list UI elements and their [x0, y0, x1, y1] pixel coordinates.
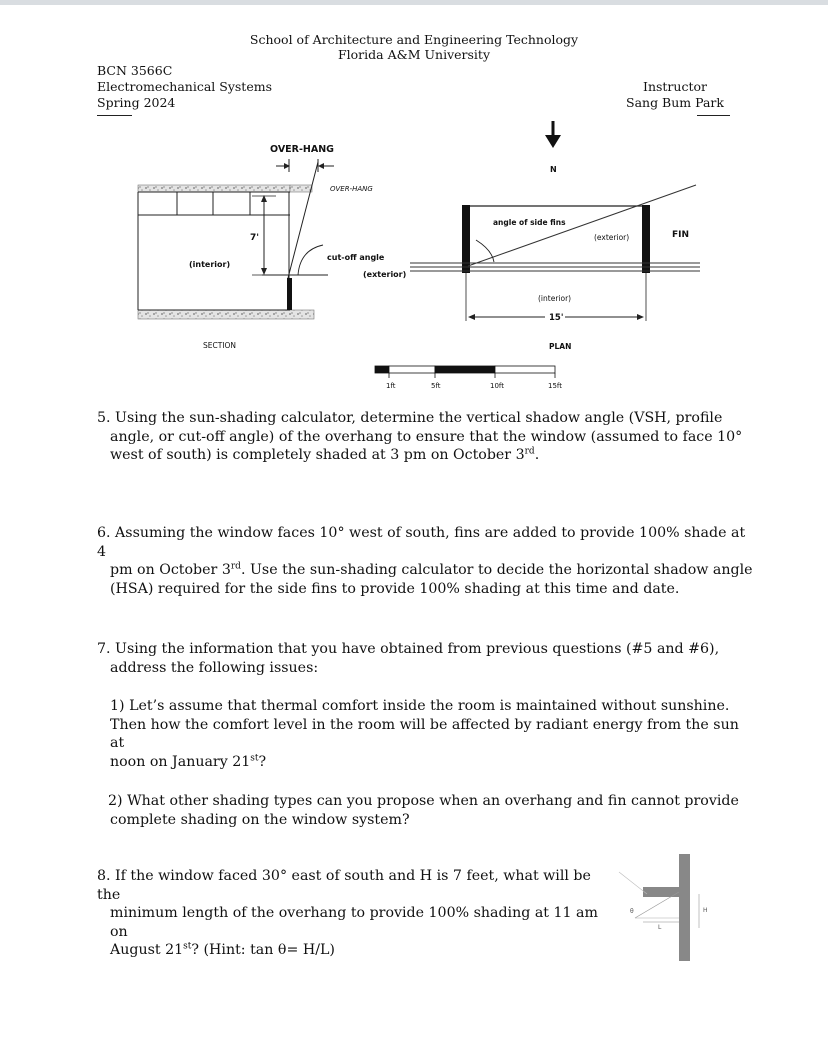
width-label: 15' — [549, 313, 564, 323]
scale-bar — [375, 366, 562, 390]
wall — [679, 854, 690, 961]
overhang-small-label: OVER-HANG — [330, 185, 373, 193]
q5-line-3: west of south) is completely shaded at 3 pm on October 3rd. — [110, 446, 540, 463]
course-name: Electromechanical Systems — [97, 79, 272, 94]
q8-line-1: 8. If the window faced 30° east of south and H is 7 feet, what will be the — [97, 868, 591, 903]
term: Spring 2024 — [97, 95, 176, 110]
q8-line-3: August 21st? (Hint: tan θ= H/L) — [110, 941, 335, 958]
course-code: BCN 3566C — [97, 63, 173, 78]
school-name: School of Architecture and Engineering Technology — [249, 32, 579, 47]
plan-exterior-label: (exterior) — [594, 233, 630, 242]
section-drawing — [138, 144, 406, 350]
q5-line-1: 5. Using the sun-shading calculator, determine the vertical shadow angle (VSH, profile — [97, 410, 723, 426]
cutoff-angle-arc — [298, 245, 323, 275]
fin-label: FIN — [672, 230, 690, 240]
plan-label: PLAN — [549, 342, 572, 351]
length-label: L — [658, 924, 662, 931]
q7-line-2: address the following issues: — [110, 659, 319, 676]
scale-label-1ft: 1ft — [386, 382, 396, 390]
question-5 — [97, 409, 747, 465]
window-sill — [287, 278, 292, 310]
roof-slab — [138, 185, 290, 192]
cutoff-label: cut-off angle — [327, 253, 385, 262]
q7-p1-line-1: 1) Let’s assume that thermal comfort inside the room is maintained without sunshine. — [110, 698, 730, 714]
overhang-slab — [290, 185, 312, 192]
floor-slab — [138, 310, 314, 319]
section-label: SECTION — [203, 341, 237, 350]
north-label: N — [550, 165, 557, 174]
height-label: 7' — [250, 233, 260, 243]
q7-p1-line-2: Then how the comfort level in the room will be affected by radiant energy from the sun at — [110, 716, 739, 751]
scale-label-5ft: 5ft — [431, 382, 441, 390]
side-fins-label: angle of side fins — [493, 218, 566, 227]
cutoff-line — [288, 162, 318, 278]
q5-line-2: angle, or cut-off angle) of the overhang to ensure that the window (assumed to face 10° — [110, 428, 743, 445]
plan-interior-label: (interior) — [538, 294, 572, 303]
plan-drawing — [410, 121, 700, 351]
question-8 — [97, 867, 617, 960]
fin-angle-arc — [476, 240, 494, 262]
overhang-title: OVER-HANG — [270, 144, 334, 155]
q7-p1-line-3: noon on January 21st? — [110, 752, 267, 770]
instructor-label: Instructor — [643, 79, 707, 94]
theta-label: θ — [630, 908, 634, 915]
q6-line-3: (HSA) required for the side fins to provide 100% shading at this time and date. — [110, 580, 680, 597]
university-name: Florida A&M University — [337, 47, 491, 62]
q8-line-2: minimum length of the overhang to provide 100% shading at 11 am on — [110, 905, 598, 940]
scale-label-15ft: 15ft — [548, 382, 562, 390]
q7-p2-line-2: complete shading on the window system? — [110, 811, 410, 828]
shading-diagram — [0, 0, 828, 400]
interior-label: (interior) — [189, 260, 231, 269]
question-7-part-1 — [110, 697, 750, 771]
instructor-name: Sang Bum Park — [626, 95, 724, 110]
q6-line-2: pm on October 3rd. Use the sun-shading calculator to decide the horizontal shadow angle — [110, 561, 753, 578]
q7-p2-line-1: 2) What other shading types can you propose when an overhang and fin cannot provide — [108, 793, 739, 809]
scale-label-10ft: 10ft — [490, 382, 504, 390]
height-label-small: H — [703, 907, 708, 914]
question-6 — [97, 524, 757, 598]
q6-line-1: 6. Assuming the window faces 10° west of south, fins are added to provide 100% shade at 4 — [97, 525, 746, 560]
question-7-part-2 — [108, 792, 748, 829]
overhang-figure — [615, 850, 725, 965]
question-7 — [97, 640, 747, 677]
q7-line-1: 7. Using the information that you have obtained from previous questions (#5 and #6), — [97, 641, 720, 657]
exterior-label: (exterior) — [363, 270, 407, 279]
